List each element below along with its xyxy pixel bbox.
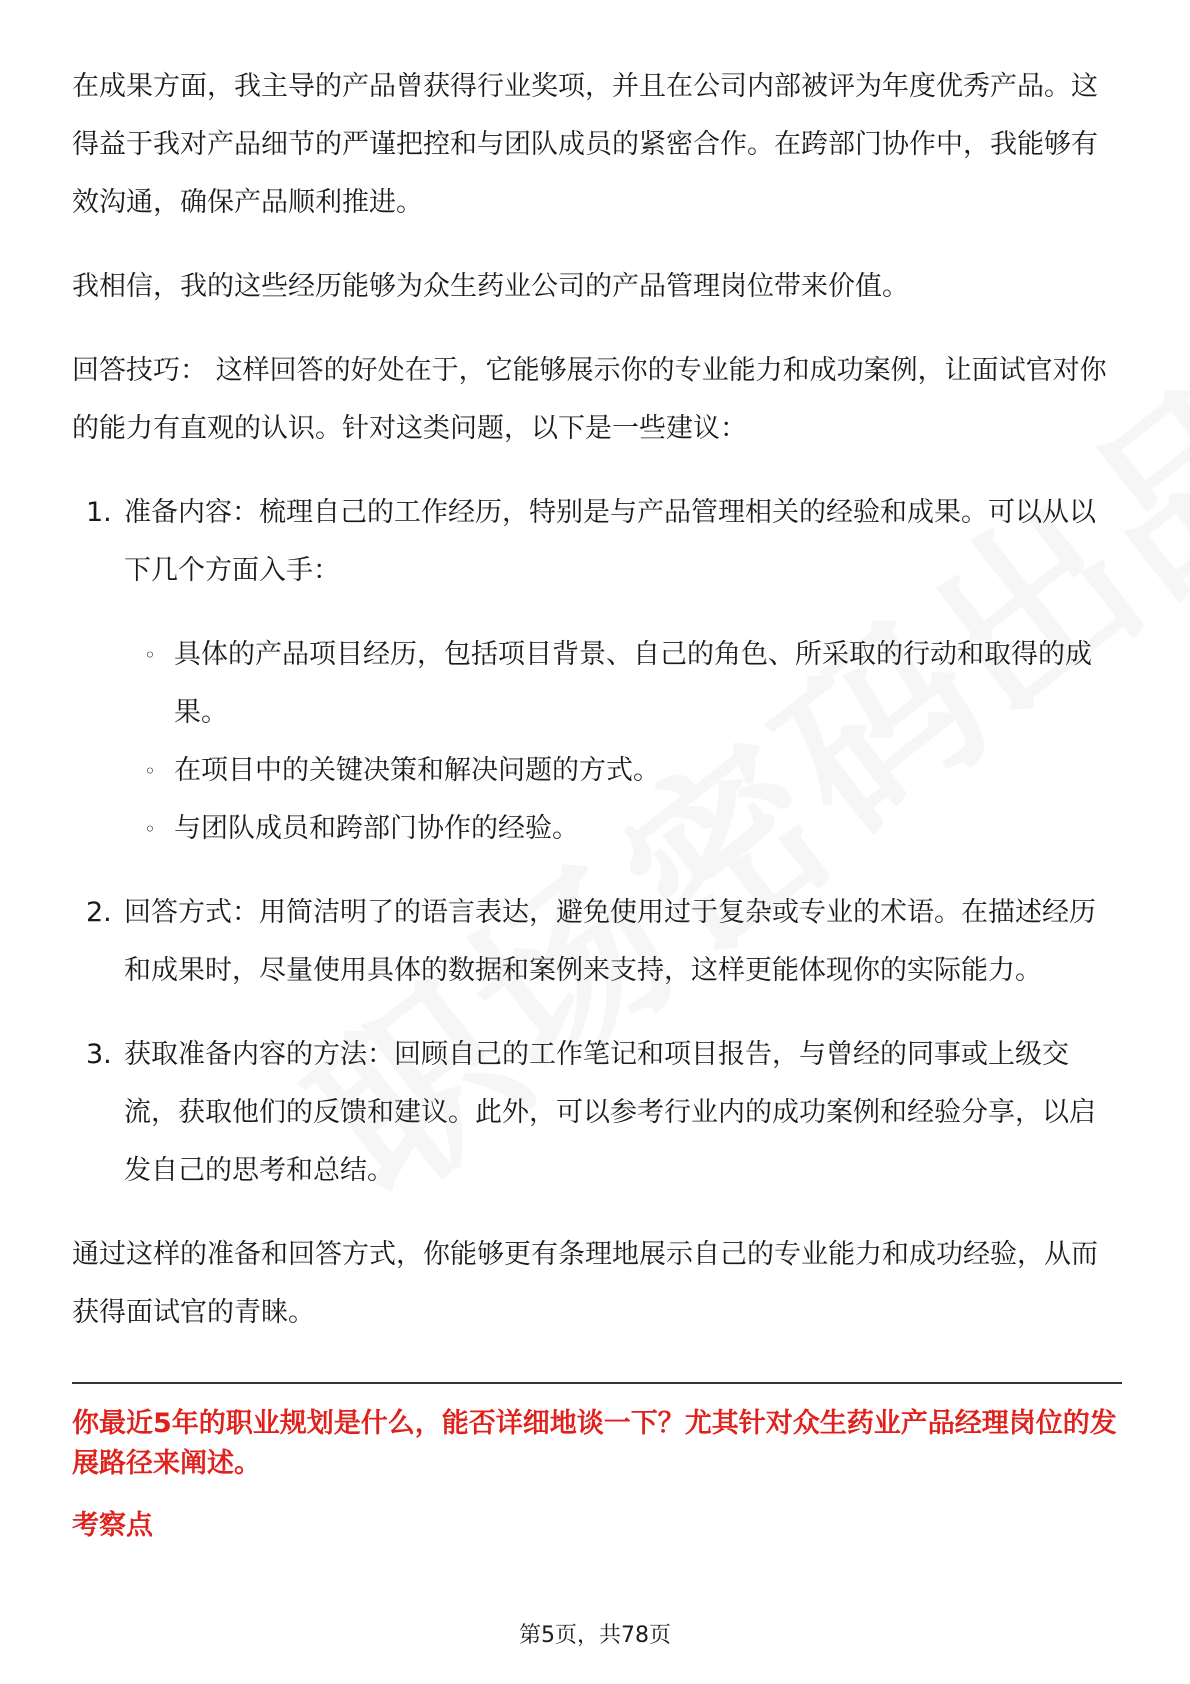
bullet-icon: ◦ [144, 759, 156, 783]
tip-text: 准备内容：梳理自己的工作经历，特别是与产品管理相关的经验和成果。可以从以下几个方面入手： [124, 497, 1096, 586]
section-title-assessment-points: 考察点 [72, 1510, 153, 1541]
tip-item-3 [72, 1026, 1122, 1200]
section-divider [72, 1382, 1122, 1384]
tip-number: 1. [86, 497, 112, 528]
tip-item-2 [72, 884, 1122, 1000]
sub-list-text: 在项目中的关键决策和解决问题的方式。 [174, 755, 660, 786]
page-footer: 第5页，共78页 [519, 1623, 671, 1648]
next-question-heading: 你最近5年的职业规划是什么，能否详细地谈一下？尤其针对众生药业产品经理岗位的发展路径来阐述。 [72, 1408, 1117, 1479]
tip-number: 2. [86, 897, 112, 928]
sub-list-text: 具体的产品项目经历，包括项目背景、自己的角色、所采取的行动和取得的成果。 [174, 639, 1092, 728]
paragraph-belief: 我相信，我的这些经历能够为众生药业公司的产品管理岗位带来价值。 [72, 271, 909, 302]
paragraph-achievements: 在成果方面，我主导的产品曾获得行业奖项，并且在公司内部被评为年度优秀产品。这得益于我对产品细节的严谨把控和与团队成员的紧密合作。在跨部门协作中，我能够有效沟通，确保产品顺利推进。 [72, 71, 1098, 218]
bullet-icon: ◦ [144, 643, 156, 667]
sub-list-item [122, 800, 1122, 858]
tip-number: 3. [86, 1039, 112, 1070]
document-body [72, 58, 1122, 1546]
sub-list-text: 与团队成员和跨部门协作的经验。 [174, 813, 579, 844]
sub-list-item [122, 626, 1122, 742]
tip-sublist [124, 626, 1122, 858]
sub-list-item [122, 742, 1122, 800]
tip-text: 回答方式：用简洁明了的语言表达，避免使用过于复杂或专业的术语。在描述经历和成果时，尽量使用具体的数据和案例来支持，这样更能体现你的实际能力。 [124, 897, 1096, 986]
tip-text: 获取准备内容的方法：回顾自己的工作笔记和项目报告，与曾经的同事或上级交流，获取他们的反馈和建议。此外，可以参考行业内的成功案例和经验分享，以启发自己的思考和总结。 [124, 1039, 1096, 1186]
tips-list [72, 484, 1122, 1200]
tip-item-1 [72, 484, 1122, 858]
paragraph-answer-tips: 回答技巧： 这样回答的好处在于，它能够展示你的专业能力和成功案例，让面试官对你的能力有直观的认识。针对这类问题，以下是一些建议： [72, 355, 1107, 444]
paragraph-conclusion: 通过这样的准备和回答方式，你能够更有条理地展示自己的专业能力和成功经验，从而获得面试官的青睐。 [72, 1239, 1098, 1328]
bullet-icon: ◦ [144, 817, 156, 841]
